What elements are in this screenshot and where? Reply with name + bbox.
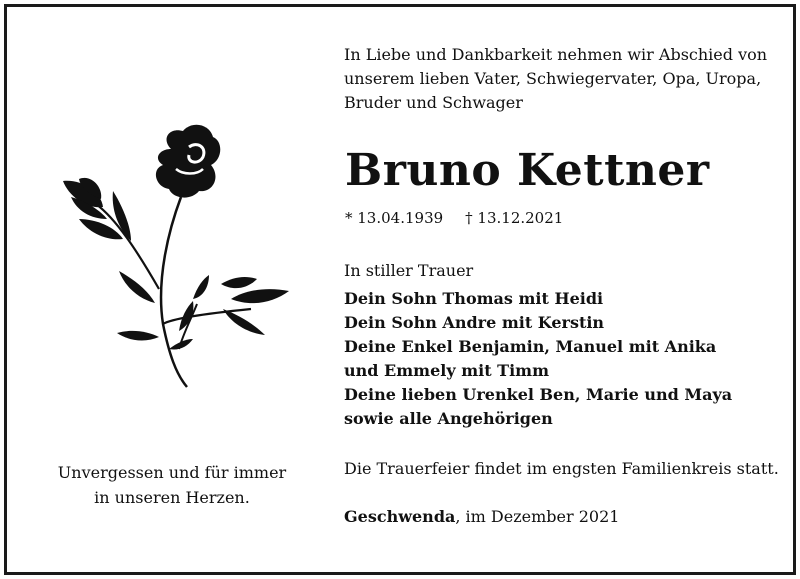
deceased-name: Bruno Kettner: [345, 145, 710, 196]
remembrance-line: Unvergessen und für immer: [57, 463, 287, 482]
mourning-label: In stiller Trauer: [344, 261, 474, 280]
obituary-frame: [4, 4, 796, 575]
mourner-line: sowie alle Angehörigen: [344, 409, 553, 428]
remembrance-text: [37, 460, 307, 510]
remembrance-line: in unseren Herzen.: [94, 488, 250, 507]
mourner-line: Deine Enkel Benjamin, Manuel mit Anika: [344, 337, 717, 356]
life-dates: [345, 209, 563, 227]
mourner-line: und Emmely mit Timm: [344, 361, 550, 380]
birth-date: * 13.04.1939: [345, 209, 444, 227]
place-date-line: [344, 507, 619, 526]
rose-icon: [51, 119, 301, 399]
notice-date: , im Dezember 2021: [455, 507, 620, 526]
ceremony-notice: Die Trauerfeier findet im engsten Familienkreis statt.: [344, 459, 779, 478]
intro-line: unserem lieben Vater, Schwiegervater, Opa, Uropa,: [344, 69, 762, 88]
mourners-list: [344, 287, 784, 431]
mourner-line: Dein Sohn Thomas mit Heidi: [344, 289, 604, 308]
mourner-line: Dein Sohn Andre mit Kerstin: [344, 313, 605, 332]
mourner-line: Deine lieben Urenkel Ben, Marie und Maya: [344, 385, 733, 404]
place-name: Geschwenda: [344, 507, 456, 526]
intro-line: In Liebe und Dankbarkeit nehmen wir Abschied von: [344, 45, 768, 64]
intro-text: [344, 43, 784, 115]
death-date: † 13.12.2021: [465, 209, 564, 227]
intro-line: Bruder und Schwager: [344, 93, 523, 112]
